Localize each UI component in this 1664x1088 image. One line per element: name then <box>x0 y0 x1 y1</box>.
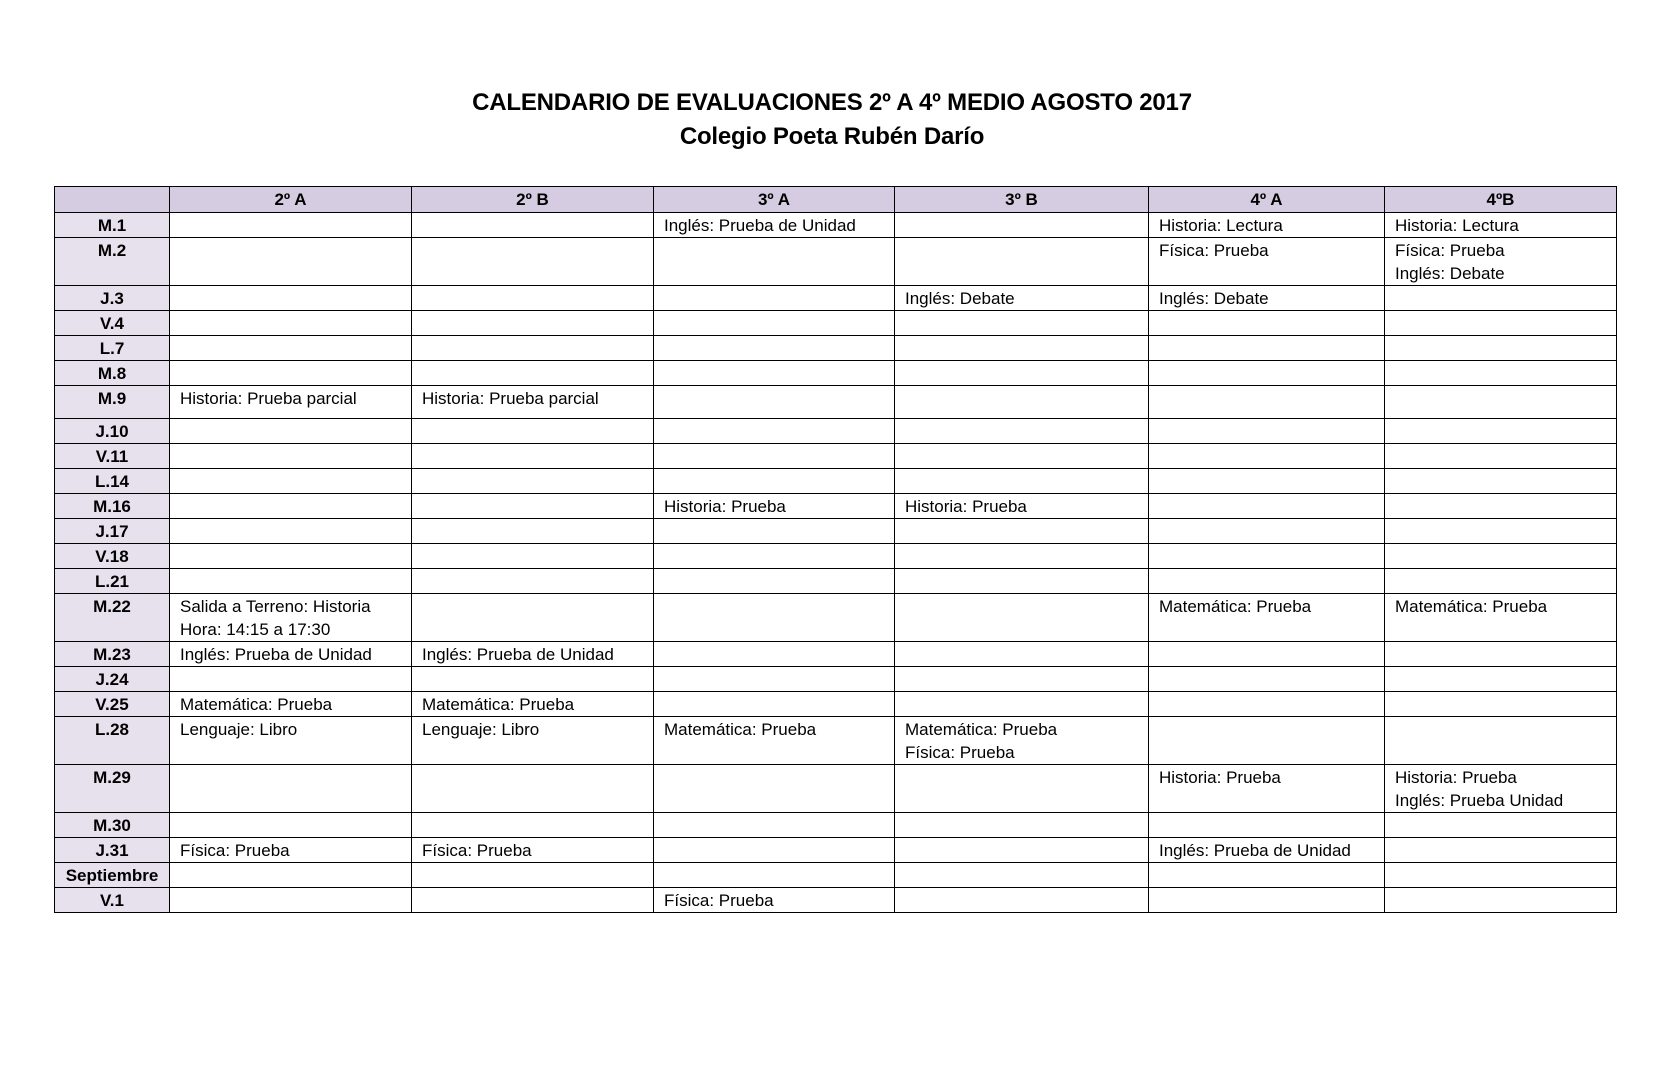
day-label: M.22 <box>55 594 170 642</box>
header-3b: 3º B <box>895 187 1149 213</box>
table-row <box>55 494 1617 519</box>
cell-4b <box>1385 813 1617 838</box>
cell-2a <box>170 544 412 569</box>
evaluation-entry: Inglés: Debate <box>1395 264 1505 283</box>
cell-4a <box>1149 717 1385 765</box>
cell-2b <box>412 838 654 863</box>
cell-2a <box>170 336 412 361</box>
cell-4a <box>1149 692 1385 717</box>
cell-2a <box>170 863 412 888</box>
cell-2b <box>412 311 654 336</box>
cell-2a <box>170 692 412 717</box>
table-row <box>55 692 1617 717</box>
cell-4b <box>1385 519 1617 544</box>
evaluation-entry: Física: Prueba <box>422 841 532 860</box>
cell-3b <box>895 494 1149 519</box>
cell-4b <box>1385 569 1617 594</box>
evaluation-entry: Hora: 14:15 a 17:30 <box>180 620 331 639</box>
cell-3b <box>895 519 1149 544</box>
cell-2a <box>170 386 412 419</box>
cell-4b <box>1385 286 1617 311</box>
cell-3b <box>895 311 1149 336</box>
table-row <box>55 469 1617 494</box>
evaluation-entry: Inglés: Debate <box>905 289 1015 308</box>
cell-4b <box>1385 386 1617 419</box>
day-label: V.25 <box>55 692 170 717</box>
cell-3a <box>654 444 895 469</box>
evaluation-calendar-table <box>54 186 1617 913</box>
cell-2b <box>412 286 654 311</box>
cell-3b <box>895 444 1149 469</box>
cell-4a <box>1149 361 1385 386</box>
cell-2b <box>412 444 654 469</box>
evaluation-entry: Historia: Lectura <box>1395 216 1519 235</box>
cell-2b <box>412 863 654 888</box>
cell-4b <box>1385 469 1617 494</box>
cell-4a <box>1149 888 1385 913</box>
cell-2a <box>170 361 412 386</box>
cell-3b <box>895 386 1149 419</box>
cell-4b <box>1385 692 1617 717</box>
cell-3a <box>654 419 895 444</box>
cell-2b <box>412 238 654 286</box>
day-label: V.11 <box>55 444 170 469</box>
day-label: M.8 <box>55 361 170 386</box>
cell-3a <box>654 386 895 419</box>
table-row <box>55 717 1617 765</box>
page-title: CALENDARIO DE EVALUACIONES 2º A 4º MEDIO AGOSTO 2017 <box>472 89 1192 116</box>
table-row <box>55 213 1617 238</box>
cell-3b <box>895 213 1149 238</box>
cell-3b <box>895 717 1149 765</box>
header-3a: 3º A <box>654 187 895 213</box>
cell-2a <box>170 494 412 519</box>
cell-3a <box>654 717 895 765</box>
cell-2a <box>170 569 412 594</box>
cell-2b <box>412 213 654 238</box>
cell-2b <box>412 692 654 717</box>
table-row <box>55 361 1617 386</box>
cell-4b <box>1385 765 1617 813</box>
table-row <box>55 311 1617 336</box>
day-label: M.30 <box>55 813 170 838</box>
title-block <box>0 86 1664 154</box>
evaluation-entry: Historia: Prueba <box>1395 768 1517 787</box>
cell-3a <box>654 336 895 361</box>
cell-4a <box>1149 386 1385 419</box>
table-row <box>55 544 1617 569</box>
cell-3b <box>895 813 1149 838</box>
cell-2b <box>412 386 654 419</box>
cell-2b <box>412 813 654 838</box>
evaluation-entry: Física: Prueba <box>1159 241 1269 260</box>
cell-4b <box>1385 863 1617 888</box>
cell-3b <box>895 544 1149 569</box>
cell-2a <box>170 838 412 863</box>
cell-3b <box>895 336 1149 361</box>
cell-4a <box>1149 336 1385 361</box>
table-row <box>55 386 1617 419</box>
cell-2a <box>170 213 412 238</box>
cell-3b <box>895 286 1149 311</box>
table-row <box>55 569 1617 594</box>
day-label: V.4 <box>55 311 170 336</box>
cell-3a <box>654 838 895 863</box>
cell-3a <box>654 888 895 913</box>
cell-3b <box>895 765 1149 813</box>
cell-3b <box>895 692 1149 717</box>
cell-2a <box>170 469 412 494</box>
evaluation-entry: Física: Prueba <box>1395 241 1505 260</box>
cell-3a <box>654 692 895 717</box>
table-row <box>55 238 1617 286</box>
table-row <box>55 519 1617 544</box>
cell-3b <box>895 361 1149 386</box>
cell-4a <box>1149 444 1385 469</box>
cell-2b <box>412 544 654 569</box>
evaluation-entry: Historia: Prueba <box>664 497 786 516</box>
cell-2a <box>170 642 412 667</box>
cell-3a <box>654 361 895 386</box>
day-label: L.21 <box>55 569 170 594</box>
cell-3a <box>654 519 895 544</box>
table-row <box>55 286 1617 311</box>
cell-4a <box>1149 238 1385 286</box>
day-label: L.7 <box>55 336 170 361</box>
evaluation-entry: Matemática: Prueba <box>905 720 1058 739</box>
header-day-column <box>55 187 170 213</box>
evaluation-entry: Inglés: Prueba de Unidad <box>180 645 372 664</box>
evaluation-entry: Salida a Terreno: Historia <box>180 597 371 616</box>
cell-3a <box>654 311 895 336</box>
day-label: M.9 <box>55 386 170 419</box>
evaluation-entry: Historia: Prueba <box>1159 768 1281 787</box>
cell-3a <box>654 286 895 311</box>
cell-3b <box>895 863 1149 888</box>
evaluation-entry: Física: Prueba <box>664 891 774 910</box>
day-label: L.28 <box>55 717 170 765</box>
evaluation-entry: Lenguaje: Libro <box>422 720 540 739</box>
cell-4a <box>1149 569 1385 594</box>
cell-4b <box>1385 419 1617 444</box>
cell-2a <box>170 311 412 336</box>
evaluation-entry: Física: Prueba <box>180 841 290 860</box>
day-label: J.31 <box>55 838 170 863</box>
evaluation-entry: Inglés: Debate <box>1159 289 1269 308</box>
cell-3a <box>654 544 895 569</box>
cell-4b <box>1385 361 1617 386</box>
cell-3a <box>654 569 895 594</box>
cell-3b <box>895 667 1149 692</box>
header-2a: 2º A <box>170 187 412 213</box>
cell-3b <box>895 419 1149 444</box>
cell-4a <box>1149 469 1385 494</box>
table-row <box>55 838 1617 863</box>
evaluation-entry: Matemática: Prueba <box>1395 597 1548 616</box>
cell-2a <box>170 419 412 444</box>
page-subtitle: Colegio Poeta Rubén Darío <box>679 123 985 150</box>
cell-4b <box>1385 238 1617 286</box>
cell-4b <box>1385 213 1617 238</box>
header-4a: 4º A <box>1149 187 1385 213</box>
day-label: Septiembre <box>55 863 170 888</box>
cell-2a <box>170 519 412 544</box>
cell-2b <box>412 419 654 444</box>
cell-3a <box>654 494 895 519</box>
evaluation-entry: Historia: Prueba parcial <box>422 389 599 408</box>
cell-2a <box>170 813 412 838</box>
cell-4b <box>1385 888 1617 913</box>
cell-4a <box>1149 494 1385 519</box>
cell-2b <box>412 594 654 642</box>
cell-3a <box>654 238 895 286</box>
day-label: J.3 <box>55 286 170 311</box>
cell-3b <box>895 888 1149 913</box>
cell-3b <box>895 569 1149 594</box>
cell-4a <box>1149 765 1385 813</box>
cell-2a <box>170 717 412 765</box>
table-row <box>55 667 1617 692</box>
cell-2a <box>170 667 412 692</box>
cell-4a <box>1149 594 1385 642</box>
table-row <box>55 419 1617 444</box>
evaluation-entry: Matemática: Prueba <box>664 720 817 739</box>
cell-4a <box>1149 667 1385 692</box>
cell-2b <box>412 469 654 494</box>
cell-4a <box>1149 311 1385 336</box>
day-label: J.17 <box>55 519 170 544</box>
cell-3a <box>654 813 895 838</box>
day-label: J.24 <box>55 667 170 692</box>
cell-3a <box>654 765 895 813</box>
table-row <box>55 888 1617 913</box>
cell-2b <box>412 569 654 594</box>
day-label: M.29 <box>55 765 170 813</box>
cell-3b <box>895 594 1149 642</box>
evaluation-entry: Historia: Prueba parcial <box>180 389 357 408</box>
cell-2a <box>170 765 412 813</box>
day-label: M.2 <box>55 238 170 286</box>
cell-4a <box>1149 419 1385 444</box>
table-row <box>55 765 1617 813</box>
cell-4b <box>1385 667 1617 692</box>
cell-2b <box>412 667 654 692</box>
cell-2b <box>412 717 654 765</box>
evaluation-entry: Matemática: Prueba <box>1159 597 1312 616</box>
evaluation-entry: Inglés: Prueba de Unidad <box>1159 841 1351 860</box>
cell-4b <box>1385 336 1617 361</box>
header-2b: 2º B <box>412 187 654 213</box>
evaluation-entry: Inglés: Prueba de Unidad <box>422 645 614 664</box>
cell-4b <box>1385 717 1617 765</box>
cell-4a <box>1149 642 1385 667</box>
cell-4b <box>1385 594 1617 642</box>
cell-3b <box>895 642 1149 667</box>
cell-2a <box>170 594 412 642</box>
table-row <box>55 594 1617 642</box>
cell-4a <box>1149 519 1385 544</box>
day-label: M.16 <box>55 494 170 519</box>
cell-3a <box>654 667 895 692</box>
evaluation-entry: Inglés: Prueba Unidad <box>1395 791 1564 810</box>
cell-2b <box>412 765 654 813</box>
cell-4b <box>1385 494 1617 519</box>
cell-2b <box>412 642 654 667</box>
evaluation-entry: Historia: Prueba <box>905 497 1027 516</box>
day-label: V.18 <box>55 544 170 569</box>
day-label: M.1 <box>55 213 170 238</box>
day-label: L.14 <box>55 469 170 494</box>
cell-2b <box>412 519 654 544</box>
cell-2a <box>170 444 412 469</box>
cell-3a <box>654 469 895 494</box>
cell-2b <box>412 336 654 361</box>
cell-4b <box>1385 544 1617 569</box>
day-label: V.1 <box>55 888 170 913</box>
cell-2a <box>170 238 412 286</box>
cell-4a <box>1149 286 1385 311</box>
table-row <box>55 813 1617 838</box>
cell-3b <box>895 838 1149 863</box>
table-row <box>55 642 1617 667</box>
evaluation-entry: Física: Prueba <box>905 743 1015 762</box>
day-label: J.10 <box>55 419 170 444</box>
table-row <box>55 336 1617 361</box>
cell-2b <box>412 361 654 386</box>
cell-4b <box>1385 311 1617 336</box>
cell-3b <box>895 469 1149 494</box>
cell-2b <box>412 494 654 519</box>
cell-2b <box>412 888 654 913</box>
evaluation-entry: Inglés: Prueba de Unidad <box>664 216 856 235</box>
evaluation-entry: Lenguaje: Libro <box>180 720 298 739</box>
header-4b: 4ºB <box>1385 187 1617 213</box>
evaluation-entry: Matemática: Prueba <box>180 695 333 714</box>
header-row <box>55 187 1617 213</box>
table-row <box>55 863 1617 888</box>
cell-3a <box>654 642 895 667</box>
cell-3a <box>654 594 895 642</box>
calendar-body <box>55 213 1617 913</box>
cell-4b <box>1385 642 1617 667</box>
evaluation-entry: Matemática: Prueba <box>422 695 575 714</box>
cell-4a <box>1149 213 1385 238</box>
cell-4b <box>1385 444 1617 469</box>
cell-3a <box>654 213 895 238</box>
table-row <box>55 444 1617 469</box>
cell-3b <box>895 238 1149 286</box>
cell-2a <box>170 286 412 311</box>
cell-4a <box>1149 813 1385 838</box>
evaluation-entry: Historia: Lectura <box>1159 216 1283 235</box>
cell-4a <box>1149 838 1385 863</box>
cell-3a <box>654 863 895 888</box>
cell-4a <box>1149 863 1385 888</box>
cell-4a <box>1149 544 1385 569</box>
cell-4b <box>1385 838 1617 863</box>
cell-2a <box>170 888 412 913</box>
day-label: M.23 <box>55 642 170 667</box>
